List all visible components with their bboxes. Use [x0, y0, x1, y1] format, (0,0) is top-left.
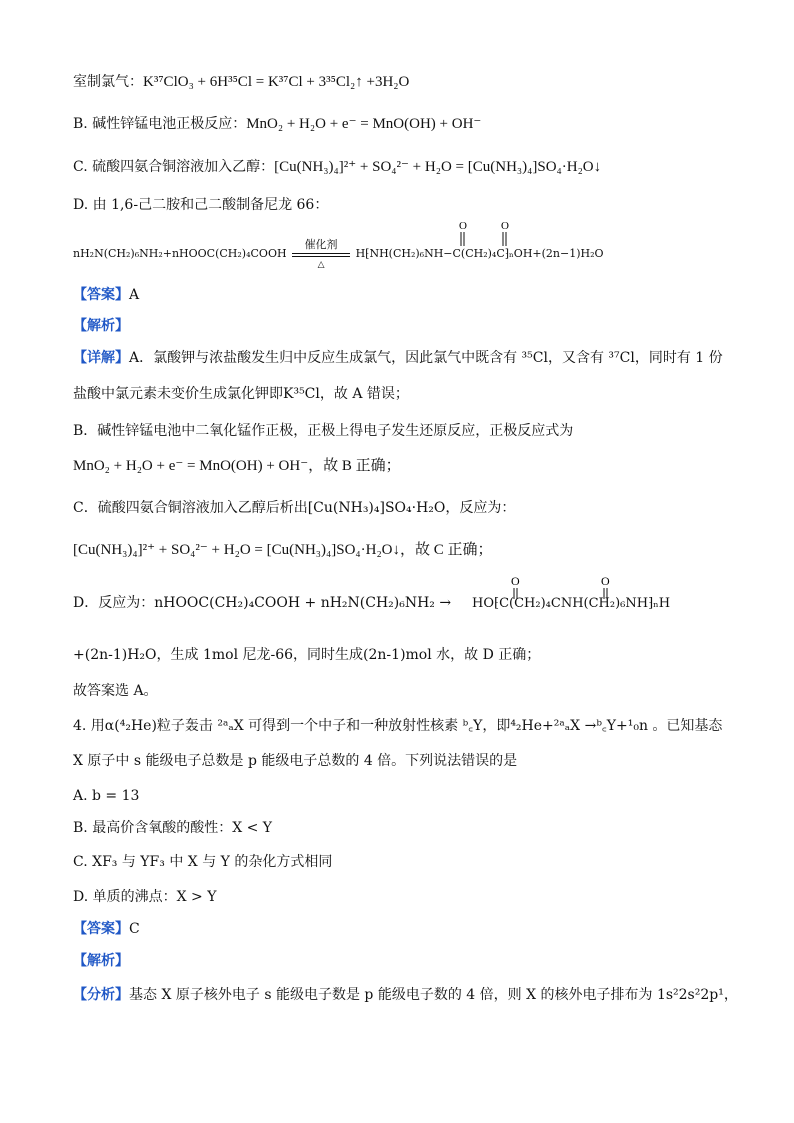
- option-d-text: D. 由 1,6-己二胺和己二酸制备尼龙 66：: [73, 197, 329, 213]
- q4-analysis-tag: 【解析】: [73, 953, 129, 969]
- catalyst-arrow: [290, 238, 352, 270]
- q4-stem-line2: X 原子中 s 能级电子总数是 p 能级电子总数的 4 倍。下列说法错误的是: [73, 753, 518, 769]
- option-b-equation: MnO₂ + H₂O + e⁻ = MnO(OH) + OH⁻: [246, 116, 482, 132]
- q4-fenxi: [73, 985, 738, 1005]
- option-d-reactants: nH₂N(CH₂)₆NH₂+nHOOC(CH₂)₄COOH: [73, 247, 287, 260]
- q4-answer: [73, 919, 140, 939]
- q4-option-a: A. b = 13: [73, 788, 140, 804]
- carbonyl-marks-detail: [505, 574, 625, 600]
- heat-label: △: [317, 260, 325, 270]
- q3-conclusion: 故答案选 A。: [73, 683, 158, 699]
- option-c-line: [73, 157, 601, 177]
- q3-detail-d1-text: D．反应为：nHOOC(CH₂)₄COOH + nH₂N(CH₂)₆NH₂ →: [73, 595, 452, 611]
- q3-analysis: [73, 316, 129, 336]
- option-a-equation: K³⁷ClO₃ + 6H³⁵Cl = K³⁷Cl + 3³⁵Cl₂↑ +3H₂O: [143, 74, 410, 90]
- option-d-line: [73, 195, 328, 215]
- q3-detail-a1-text: A．氯酸钾与浓盐酸发生归中反应生成氯气，因此氯气中既含有 ³⁵Cl，又含有 ³⁷Cl，同时有 1 份: [129, 350, 723, 366]
- q4-answer-value: C: [129, 921, 140, 937]
- q4-option-b: B. 最高价含氧酸的酸性：X < Y: [73, 820, 273, 836]
- q4-fenxi-text: 基态 X 原子核外电子 s 能级电子数是 p 能级电子数的 4 倍，则 X 的核外电子排布为 1s²2s²2p¹，: [129, 987, 738, 1003]
- q3-answer-tag: 【答案】: [73, 287, 129, 303]
- q4-stem-line1: 4. 用α(⁴₂He)粒子轰击 ²ᵃₐX 可得到一个中子和一种放射性核素 ᵇ꜀Y，即⁴₂He+²ᵃₐX →ᵇ꜀Y+¹₀n 。已知基态: [73, 718, 723, 734]
- q3-answer-value: A: [129, 287, 140, 303]
- q4-fenxi-tag: 【分析】: [73, 987, 129, 1003]
- q3-detail-d2: +(2n-1)H₂O，生成 1mol 尼龙-66，同时生成(2n-1)mol 水，故 D 正确；: [73, 647, 541, 663]
- q3-analysis-tag: 【解析】: [73, 318, 129, 334]
- q3-answer: [73, 285, 139, 305]
- q4-option-d: D. 单质的沸点：X > Y: [73, 889, 217, 905]
- q3-detail-c1: C．硫酸四氨合铜溶液加入乙醇后析出[Cu(NH₃)₄]SO₄·H₂O，反应为：: [73, 500, 516, 516]
- detail-carbonyl-o-1: O: [511, 574, 520, 588]
- q4-option-c: C. XF₃ 与 YF₃ 中 X 与 Y 的杂化方式相同: [73, 854, 333, 870]
- q3-detail-a1: [73, 348, 723, 368]
- option-c-equation: [Cu(NH₃)₄]²⁺ + SO₄²⁻ + H₂O = [Cu(NH₃)₄]SO₄·H₂O↓: [274, 159, 602, 175]
- option-c-text: C. 硫酸四氨合铜溶液加入乙醇：: [73, 159, 275, 175]
- q3-detail-b1: B．碱性锌锰电池中二氧化锰作正极，正极上得电子发生还原反应，正极反应式为: [73, 423, 574, 439]
- option-b-text: B. 碱性锌锰电池正极反应：: [73, 116, 247, 132]
- carbonyl-o-2: O: [501, 220, 509, 232]
- q4-analysis: [73, 951, 129, 971]
- q3-detail-d1-product: HO⁅C(CH₂)₄CNH(CH₂)₆NH⁆ₙH: [472, 596, 671, 611]
- q4-answer-tag: 【答案】: [73, 921, 129, 937]
- q3-detail-c2: [Cu(NH₃)₄]²⁺ + SO₄²⁻ + H₂O = [Cu(NH₃)₄]SO₄·H₂O↓，故 C 正确；: [73, 542, 493, 558]
- catalyst-label: 催化剂: [304, 238, 338, 251]
- option-b-line: [73, 114, 481, 134]
- arrow-line-top: [292, 253, 350, 254]
- q3-detail-b2: MnO₂ + H₂O + e⁻ = MnO(OH) + OH⁻，故 B 正确；: [73, 458, 401, 474]
- q3-detail-tag: 【详解】: [73, 350, 129, 366]
- q3-detail-a2: 盐酸中氯元素未变价生成氯化钾即K³⁵Cl，故 A 错误；: [73, 386, 409, 402]
- carbonyl-marks-d: [455, 218, 535, 248]
- option-a-line: [73, 72, 409, 92]
- option-d-products: H⁅NH(CH₂)₆NH−C(CH₂)₄C⁆ₙOH+(2n−1)H₂O: [355, 247, 604, 260]
- detail-carbonyl-o-2: O: [601, 574, 610, 588]
- option-a-prefix: 室制氯气：: [73, 74, 143, 90]
- carbonyl-o-1: O: [459, 220, 467, 232]
